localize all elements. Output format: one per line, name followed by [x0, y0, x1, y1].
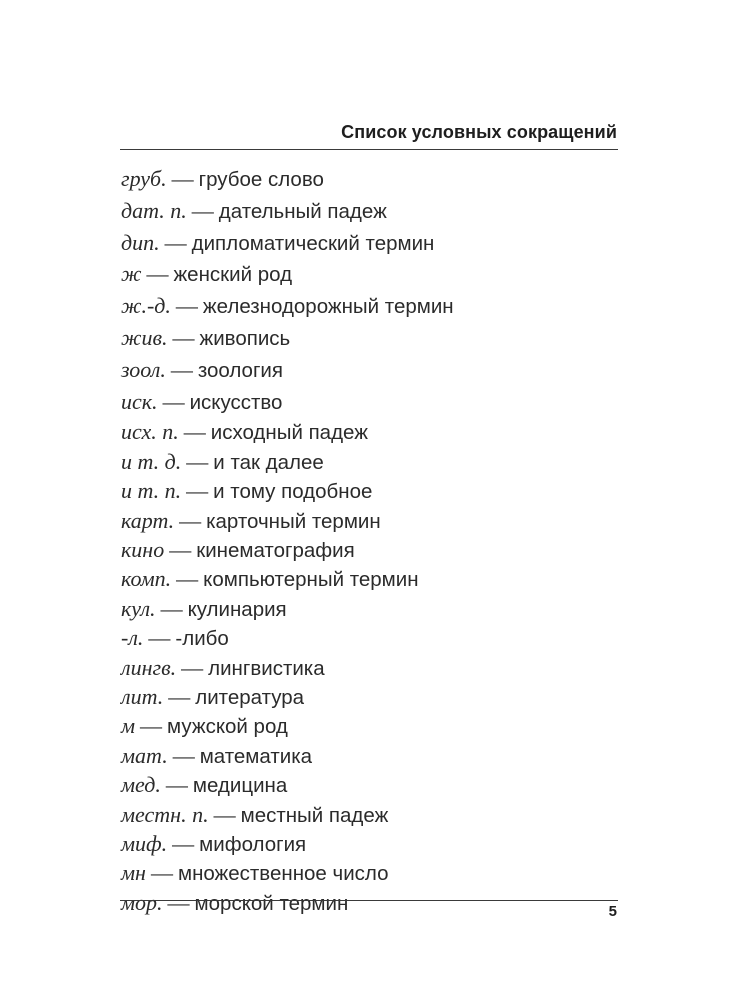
entry-dash: — [183, 419, 206, 445]
abbreviation-term: дип. [121, 229, 160, 255]
abbreviation-meaning: медицина [192, 774, 288, 798]
abbreviation-term: иск. [121, 388, 158, 414]
abbreviation-term: миф. [121, 831, 168, 857]
abbreviation-term: мн [121, 860, 146, 886]
abbreviation-term: груб. [121, 166, 167, 191]
abbreviation-meaning: множественное число [177, 862, 389, 886]
abbreviation-meaning: исходный падеж [210, 421, 368, 445]
entry-dash: — [176, 566, 199, 592]
abbreviation-term: жив. [121, 324, 168, 350]
abbreviation-term: лингв. [121, 654, 177, 680]
entry-dash: — [170, 356, 193, 382]
abbreviation-meaning: литература [195, 686, 305, 710]
entry-dash: — [146, 261, 169, 287]
abbreviation-entry [121, 323, 619, 355]
entry-dash: — [186, 478, 209, 504]
entry-dash: — [175, 293, 198, 319]
entry-dash: — [169, 537, 192, 562]
abbreviation-entry [121, 654, 619, 683]
abbreviation-term: мед. [121, 772, 161, 798]
abbreviation-term: -л. [121, 625, 144, 651]
abbreviation-meaning: -либо [175, 627, 229, 651]
entry-dash: — [186, 448, 209, 474]
abbreviation-term: м [121, 713, 136, 739]
entry-dash: — [167, 889, 190, 915]
footer-divider [120, 900, 618, 901]
page-number: 5 [608, 903, 617, 920]
abbreviation-meaning: кинематография [196, 539, 355, 562]
abbreviation-meaning: карточный термин [206, 509, 381, 533]
abbreviation-entry [121, 196, 619, 228]
abbreviation-term: местн. п. [121, 801, 209, 827]
abbreviation-meaning: живопись [199, 326, 291, 350]
abbreviation-entry [121, 712, 619, 741]
entry-dash: — [191, 197, 214, 223]
abbreviation-term: зоол. [121, 356, 166, 382]
abbreviation-entry [121, 477, 619, 506]
entry-dash: — [181, 654, 204, 680]
abbreviation-term: и т. п. [121, 478, 182, 504]
abbreviation-term: исх. п. [121, 419, 179, 445]
abbreviation-meaning: и так далее [213, 450, 324, 474]
abbreviation-meaning: искусство [189, 390, 283, 414]
abbreviation-term: комп. [121, 566, 172, 592]
abbreviation-term: кино [121, 537, 165, 562]
header-divider [120, 149, 618, 150]
abbreviation-term: кул. [121, 595, 156, 621]
abbreviation-entry [121, 507, 619, 536]
abbreviation-meaning: мифология [199, 833, 307, 857]
abbreviation-entry [121, 448, 619, 477]
entry-dash: — [164, 229, 187, 255]
abbreviation-meaning: и тому подобное [213, 480, 373, 504]
abbreviation-entry [121, 624, 619, 653]
abbreviation-term: мор. [121, 889, 163, 915]
abbreviation-entry [121, 228, 619, 260]
abbreviation-meaning: зоология [197, 358, 283, 382]
entry-dash: — [171, 166, 194, 191]
entry-dash: — [150, 860, 173, 886]
abbreviation-meaning: компьютерный термин [203, 568, 419, 592]
page-title: Список условных сокращений [341, 122, 617, 142]
entry-dash: — [140, 713, 163, 739]
abbreviation-meaning: морской термин [194, 891, 349, 915]
abbreviation-term: и т. д. [121, 448, 182, 474]
abbreviation-meaning: дипломатический термин [191, 231, 435, 255]
abbreviation-meaning: лингвистика [208, 656, 325, 680]
abbreviation-meaning: дательный падеж [218, 199, 387, 223]
abbreviation-entry [121, 859, 619, 888]
abbreviation-term: дат. п. [121, 197, 187, 223]
abbreviation-meaning: местный падеж [240, 803, 389, 827]
abbreviation-entry [121, 355, 619, 387]
abbreviation-meaning: женский род [173, 263, 293, 287]
abbreviation-term: ж [121, 261, 142, 287]
entry-dash: — [162, 388, 185, 414]
abbreviation-entry [121, 565, 619, 594]
abbreviation-entry [121, 683, 619, 712]
abbreviation-entry [121, 889, 619, 918]
abbreviation-entry [121, 742, 619, 771]
entry-dash: — [165, 772, 188, 798]
entry-dash: — [148, 625, 171, 651]
abbreviation-term: лит. [121, 684, 164, 710]
entry-dash: — [172, 324, 195, 350]
abbreviation-entry [121, 595, 619, 624]
abbreviation-meaning: железнодорожный термин [202, 295, 454, 319]
abbreviation-meaning: мужской род [167, 715, 288, 739]
abbreviation-entry [121, 418, 619, 447]
abbreviation-entry [121, 830, 619, 859]
abbreviation-entry [121, 259, 619, 291]
abbreviation-meaning: кулинария [187, 597, 287, 621]
abbreviation-meaning: математика [199, 744, 313, 768]
abbreviation-list [121, 164, 619, 918]
abbreviation-entry [121, 164, 619, 196]
abbreviation-term: мат. [121, 742, 168, 768]
abbreviation-term: карт. [121, 507, 175, 533]
entry-dash: — [179, 507, 202, 533]
abbreviation-term: ж.-д. [121, 293, 171, 319]
entry-dash: — [213, 801, 236, 827]
abbreviation-entry [121, 536, 619, 565]
abbreviation-meaning: грубое слово [198, 168, 324, 191]
entry-dash: — [172, 742, 195, 768]
abbreviation-entry [121, 387, 619, 419]
entry-dash: — [172, 831, 195, 857]
entry-dash: — [160, 595, 183, 621]
abbreviation-entry [121, 801, 619, 830]
entry-dash: — [168, 684, 191, 710]
abbreviation-entry [121, 771, 619, 800]
abbreviation-entry [121, 291, 619, 323]
